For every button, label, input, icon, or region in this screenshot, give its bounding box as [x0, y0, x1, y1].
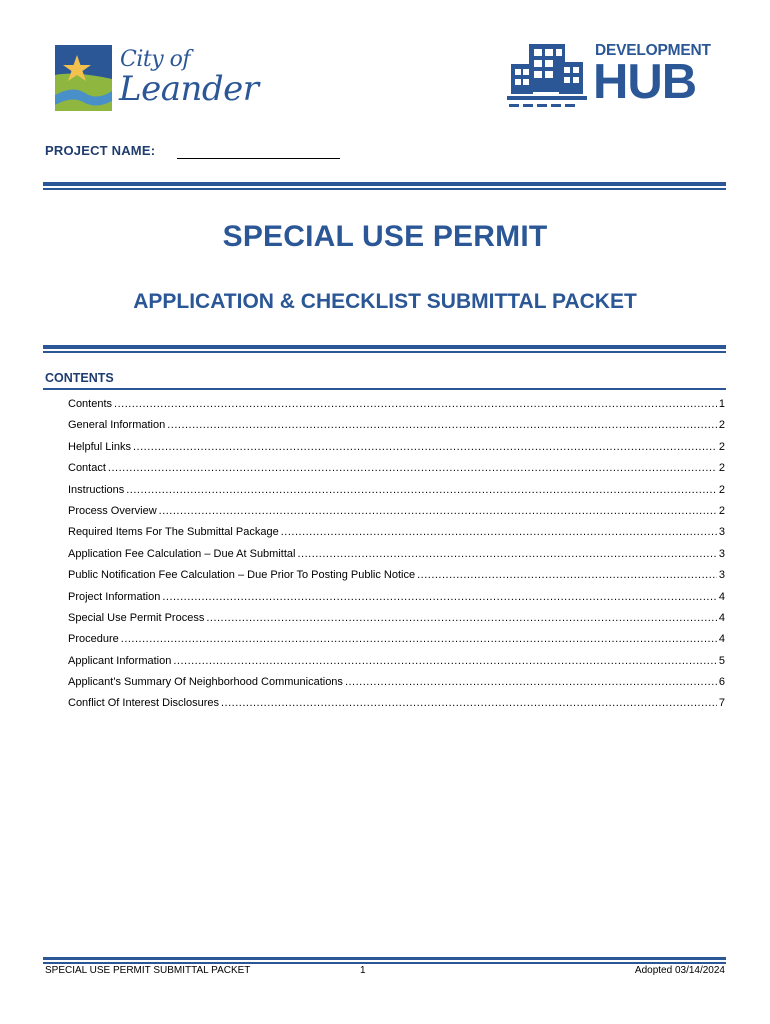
toc-item-label: Application Fee Calculation – Due At Submittal [68, 547, 296, 560]
logo-leander-text: Leander [119, 69, 259, 109]
toc-leader-dots [108, 462, 717, 474]
city-of-leander-logo [55, 45, 260, 113]
leander-star-emblem-icon [55, 45, 112, 111]
toc-item[interactable] [68, 548, 725, 569]
toc-leader-dots [281, 526, 717, 538]
toc-item-label: Helpful Links [68, 440, 131, 453]
title-divider [43, 345, 726, 353]
toc-item[interactable] [68, 697, 725, 718]
footer-divider [43, 957, 726, 964]
toc-item[interactable] [68, 655, 725, 676]
toc-item[interactable] [68, 419, 725, 440]
toc-item-page: 2 [718, 419, 725, 432]
toc-item-page: 2 [718, 483, 725, 496]
logo-hub-text: HUB [593, 55, 697, 109]
toc-item-label: Applicant Information [68, 654, 172, 667]
toc-item-label: Process Overview [68, 504, 157, 517]
toc-item[interactable] [68, 526, 725, 547]
toc-item-page: 5 [718, 654, 725, 667]
toc-leader-dots [417, 569, 717, 581]
toc-leader-dots [206, 612, 717, 624]
footer-document-name: SPECIAL USE PERMIT SUBMITTAL PACKET [45, 965, 251, 976]
header-divider [43, 182, 726, 190]
toc-item[interactable] [68, 612, 725, 633]
footer-page-number: 1 [360, 965, 366, 976]
toc-item[interactable] [68, 633, 725, 654]
toc-item-page: 4 [718, 633, 725, 646]
toc-leader-dots [133, 441, 717, 453]
logo-city-of-text: City of [120, 47, 191, 72]
toc-leader-dots [221, 697, 717, 709]
toc-item-label: Instructions [68, 483, 125, 496]
toc-item-page: 4 [718, 611, 725, 624]
toc-item-page: 2 [718, 462, 725, 475]
project-name-label: PROJECT NAME: [45, 143, 156, 158]
project-name-field[interactable] [177, 158, 340, 159]
toc-item-label: Conflict Of Interest Disclosures [68, 697, 219, 710]
toc-item-page: 1 [718, 398, 725, 410]
toc-item-page: 6 [718, 676, 725, 689]
toc-leader-dots [162, 591, 717, 603]
toc-leader-dots [114, 398, 717, 410]
toc-item-label: Project Information [68, 590, 161, 603]
toc-item[interactable] [68, 505, 725, 526]
logo-development-text: DEVELOPMENT [595, 42, 711, 59]
toc-item-label: Special Use Permit Process [68, 611, 205, 624]
toc-item[interactable] [68, 398, 725, 419]
toc-item-page: 2 [718, 440, 725, 453]
contents-divider [43, 388, 726, 390]
toc-leader-dots [126, 484, 717, 496]
footer-adopted-date: Adopted 03/14/2024 [634, 965, 725, 976]
toc-item-label: Applicant’s Summary Of Neighborhood Communications [68, 676, 343, 689]
toc-item-label: General Information [68, 419, 166, 432]
toc-leader-dots [121, 633, 717, 645]
toc-item-label: Public Notification Fee Calculation – Due Prior To Posting Public Notice [68, 569, 416, 582]
toc-item-page: 7 [718, 697, 725, 710]
toc-item-label: Contents [68, 398, 113, 410]
toc-item-page: 3 [718, 569, 725, 582]
toc-item[interactable] [68, 484, 725, 505]
toc-leader-dots [345, 676, 717, 688]
toc-item-label: Contact [68, 462, 106, 475]
toc-leader-dots [173, 655, 717, 667]
document-title: SPECIAL USE PERMIT [222, 220, 548, 253]
toc-item-page: 3 [718, 526, 725, 539]
toc-item-page: 4 [718, 590, 725, 603]
toc-item-page: 2 [718, 504, 725, 517]
toc-item-label: Procedure [68, 633, 119, 646]
toc-item[interactable] [68, 676, 725, 697]
toc-item[interactable] [68, 462, 725, 483]
table-of-contents [68, 398, 725, 719]
development-hub-logo [507, 40, 711, 110]
toc-item-label: Required Items For The Submittal Package [68, 526, 279, 539]
toc-leader-dots [167, 419, 717, 431]
toc-leader-dots [297, 548, 716, 560]
toc-item[interactable] [68, 441, 725, 462]
toc-item[interactable] [68, 591, 725, 612]
toc-leader-dots [159, 505, 717, 517]
buildings-icon [507, 42, 587, 108]
toc-item[interactable] [68, 569, 725, 590]
toc-item-page: 3 [718, 547, 725, 560]
contents-heading: CONTENTS [45, 371, 114, 385]
document-subtitle: APPLICATION & CHECKLIST SUBMITTAL PACKET [133, 290, 637, 313]
